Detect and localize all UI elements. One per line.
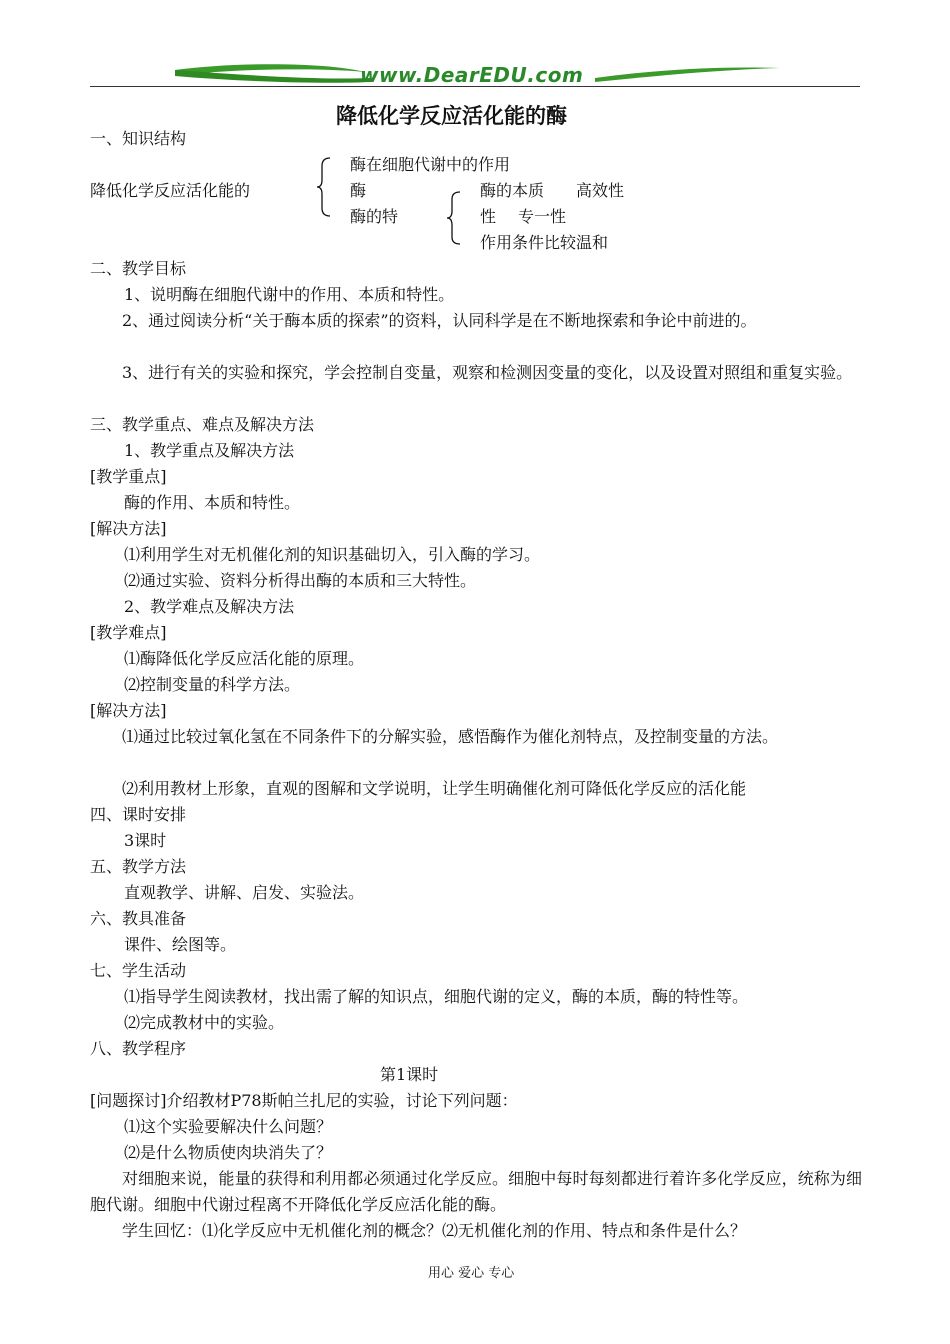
- header-rule: [90, 86, 860, 87]
- label-method-1: [解决方法]: [90, 519, 167, 538]
- structure-branch-role: 酶在细胞代谢中的作用: [350, 155, 511, 174]
- section-heading-6: 六、教具准备: [90, 909, 187, 928]
- structure-branch-traits: 酶的特: [350, 207, 399, 226]
- goal-1: 1、说明酶在细胞代谢中的作用、本质和特性。: [124, 285, 455, 304]
- structure-nature: 酶的本质: [480, 181, 545, 200]
- label-focus: [教学重点]: [90, 467, 167, 486]
- left-brace-icon: [316, 156, 334, 218]
- question-2: ⑵是什么物质使肉块消失了？: [124, 1143, 333, 1162]
- problem-intro: [问题探讨]介绍教材P78斯帕兰扎尼的实验，讨论下列问题：: [90, 1091, 518, 1110]
- page-title: 降低化学反应活化能的酶: [336, 103, 567, 128]
- section-heading-1: 一、知识结构: [90, 129, 187, 148]
- page-footer: 用心 爱心 专心: [428, 1266, 515, 1281]
- method-3: ⑴通过比较过氧化氢在不同条件下的分解实验，感悟酶作为催化剂特点，及控制变量的方法。: [122, 727, 779, 746]
- left-brace-icon: [446, 190, 464, 246]
- procedure-paragraph-2: 学生回忆：⑴化学反应中无机催化剂的概念？⑵无机催化剂的作用、特点和条件是什么？: [122, 1221, 747, 1240]
- goal-3: 3、进行有关的实验和探究，学会控制自变量，观察和检测因变量的变化，以及设置对照组和重复实验。: [122, 363, 853, 382]
- subheading-key-points: 1、教学重点及解决方法: [124, 441, 295, 460]
- subheading-difficulties: 2、教学难点及解决方法: [124, 597, 295, 616]
- section-heading-7: 七、学生活动: [90, 961, 187, 980]
- tools-text: 课件、绘图等。: [124, 935, 237, 954]
- method-4: ⑵利用教材上形象，直观的图解和文学说明，让学生明确催化剂可降低化学反应的活化能: [122, 779, 747, 798]
- section-heading-8: 八、教学程序: [90, 1039, 187, 1058]
- section-heading-4: 四、课时安排: [90, 805, 187, 824]
- structure-trait-mild-conditions: 作用条件比较温和: [480, 233, 609, 252]
- structure-trait-specificity: 专一性: [518, 207, 567, 226]
- section-heading-2: 二、教学目标: [90, 259, 187, 278]
- difficulty-1: ⑴酶降低化学反应活化能的原理。: [124, 649, 365, 668]
- section-heading-5: 五、教学方法: [90, 857, 187, 876]
- question-1: ⑴这个实验要解决什么问题？: [124, 1117, 333, 1136]
- goal-2: 2、通过阅读分析“关于酶本质的探索”的资料，认同科学是在不断地探索和争论中前进的。: [122, 311, 757, 330]
- difficulty-2: ⑵控制变量的科学方法。: [124, 675, 301, 694]
- method-2: ⑵通过实验、资料分析得出酶的本质和三大特性。: [124, 571, 477, 590]
- focus-text: 酶的作用、本质和特性。: [124, 493, 301, 512]
- label-method-2: [解决方法]: [90, 701, 167, 720]
- activity-2: ⑵完成教材中的实验。: [124, 1013, 285, 1032]
- lesson-heading: 第1课时: [380, 1065, 439, 1084]
- section-heading-3: 三、教学重点、难点及解决方法: [90, 415, 315, 434]
- schedule-text: 3课时: [124, 831, 167, 850]
- structure-trait-efficiency: 高效性: [576, 181, 625, 200]
- structure-traits-suffix: 性: [480, 207, 497, 226]
- activity-1: ⑴指导学生阅读教材，找出需了解的知识点，细胞代谢的定义，酶的本质，酶的特性等。: [124, 987, 749, 1006]
- methods-text: 直观教学、讲解、启发、实验法。: [124, 883, 365, 902]
- site-logo-text[interactable]: www.DearEDU.com: [360, 63, 584, 87]
- procedure-paragraph-1: 对细胞来说，能量的获得和利用都必须通过化学反应。细胞中每时每刻都进行着许多化学反应，统称为细胞代谢。细胞中代谢过程离不开降低化学反应活化能的酶。: [90, 1169, 862, 1214]
- label-difficulty: [教学难点]: [90, 623, 167, 642]
- structure-branch-enzyme: 酶: [350, 181, 367, 200]
- structure-root: 降低化学反应活化能的: [90, 181, 251, 200]
- method-1: ⑴利用学生对无机催化剂的知识基础切入，引入酶的学习。: [124, 545, 541, 564]
